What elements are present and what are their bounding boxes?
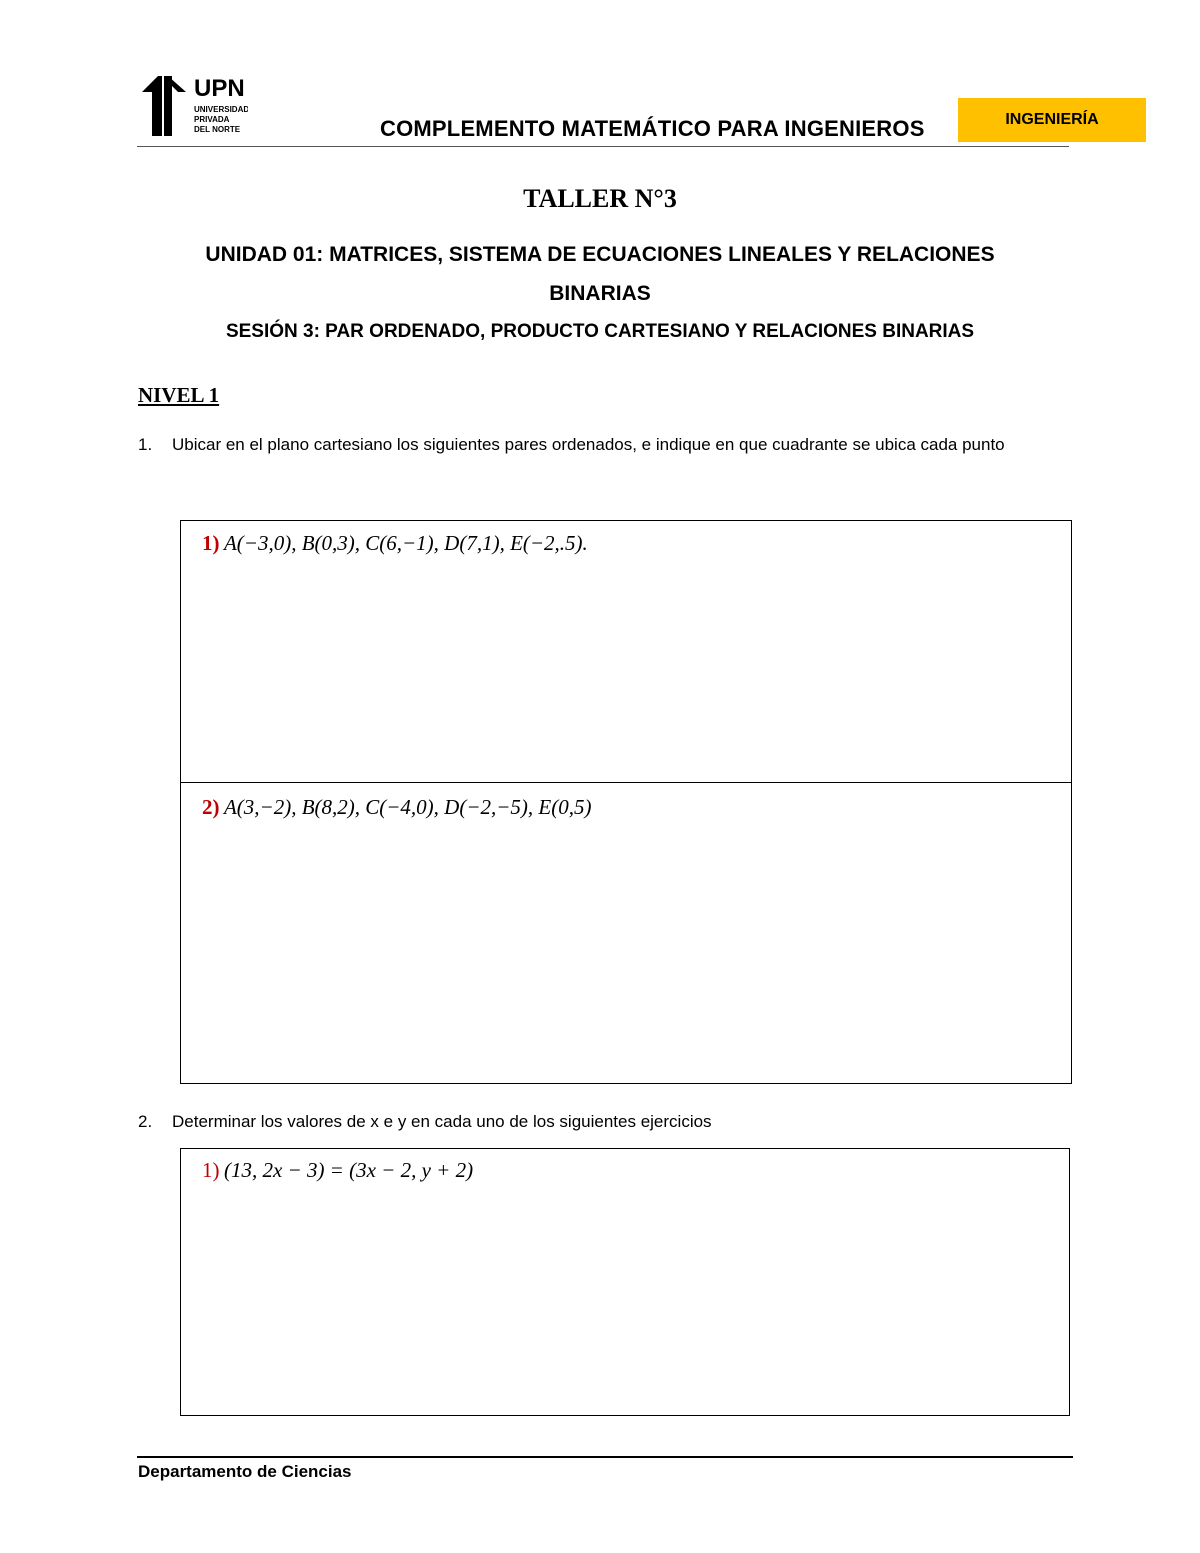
question-2-number: 2. [138,1112,153,1131]
department-badge: INGENIERÍA [958,98,1146,142]
question-2-item-1 [202,1158,473,1183]
question-1-box-divider [180,782,1072,783]
item-label: 2) [202,795,220,819]
header-divider [137,146,1069,147]
question-2-text: Determinar los valores de x e y en cada uno de los siguientes ejercicios [172,1112,712,1131]
unit-title-line1: UNIDAD 01: MATRICES, SISTEMA DE ECUACIONES LINEALES Y RELACIONES [205,243,995,266]
item-expression: (13, 2x − 3) = (3x − 2, y + 2) [223,1158,474,1182]
item-expression: A(−3,0), B(0,3), C(6,−1), D(7,1), E(−2,.5). [223,531,588,555]
level-heading: NIVEL 1 [138,383,220,407]
footer-text: Departamento de Ciencias [138,1462,352,1481]
question-1-item-1 [202,531,588,556]
footer-divider [137,1456,1073,1458]
question-2-answer-box [180,1148,1070,1416]
unit-title-line2: BINARIAS [549,282,651,305]
item-label: 1) [202,531,220,555]
logo-text: UPN [194,75,245,102]
logo-subtext-2: PRIVADA [194,115,230,124]
logo-subtext-3: DEL NORTE [194,125,241,134]
question-1-text: Ubicar en el plano cartesiano los siguientes pares ordenados, e indique en que cuadrante se ubica cada punto [172,435,1005,454]
item-label: 1) [202,1158,220,1182]
session-title: SESIÓN 3: PAR ORDENADO, PRODUCTO CARTESIANO Y RELACIONES BINARIAS [225,321,975,342]
document-title: TALLER N°3 [523,184,677,213]
question-1-number: 1. [138,435,153,454]
question-1-item-2 [202,795,591,820]
upn-logo [138,70,248,142]
header-title: COMPLEMENTO MATEMÁTICO PARA INGENIEROS [380,116,925,141]
logo-subtext-1: UNIVERSIDAD [194,105,248,114]
item-expression: A(3,−2), B(8,2), C(−4,0), D(−2,−5), E(0,5) [223,795,592,819]
